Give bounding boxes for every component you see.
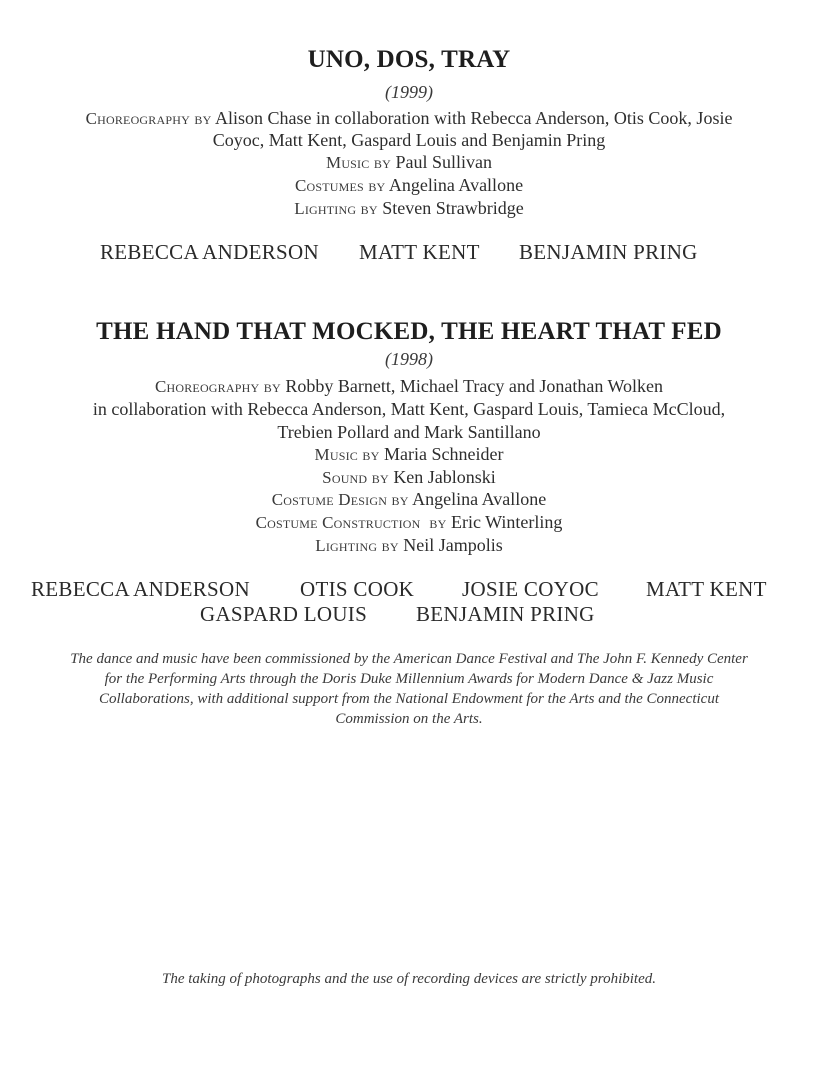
lighting-name: Steven Strawbridge [382,198,524,218]
piece1-lighting-credit [0,197,818,220]
piece1-cast-member: MATT KENT [359,240,480,264]
piece2-cast-member: JOSIE COYOC [462,577,599,601]
music-name: Maria Schneider [384,444,504,464]
piece2-cast-member: GASPARD LOUIS [200,602,368,626]
piece2-music-credit [0,443,818,466]
piece2-choreography-line3: Trebien Pollard and Mark Santillano [277,422,541,442]
piece2-costume-design-credit [0,488,818,511]
piece2-title: THE HAND THAT MOCKED, THE HEART THAT FED [96,318,722,345]
piece2-lighting-credit [0,534,818,557]
commission-note-line3: Collaborations, with additional support from the National Endowment for the Arts and the Connecticut [98,691,719,707]
commission-note-line1: The dance and music have been commissioned by the American Dance Festival and The John F. Kennedy Center [70,651,748,667]
lighting-role-label: Lighting by [294,199,378,218]
costume-design-name: Angelina Avallone [412,489,547,509]
piece2-costume-construction-credit [0,511,818,534]
piece2-year: (1998) [385,349,433,369]
piece2-cast-member: MATT KENT [646,577,767,601]
piece1-cast-member: BENJAMIN PRING [519,240,698,264]
sound-role-label: Sound by [322,468,389,487]
choreography-names: Robby Barnett, Michael Tracy and Jonathan Wolken [285,376,664,396]
costume-construction-role-label: Costume Construction by [255,513,447,532]
piece1-cast-member: REBECCA ANDERSON [100,240,319,264]
lighting-name: Neil Jampolis [403,535,503,555]
piece1-costumes-credit [0,174,818,197]
costumes-role-label: Costumes by [294,176,386,195]
piece1-choreography-line1 [0,107,818,130]
lighting-role-label: Lighting by [315,536,399,555]
costume-construction-name: Eric Winterling [450,512,563,532]
choreography-role-label: Choreography by [85,109,212,128]
commission-note-line2: for the Performing Arts through the Doris Duke Millennium Awards for Modern Dance & Jazz Music [104,671,714,687]
piece1-music-credit [0,151,818,174]
piece1-title: UNO, DOS, TRAY [307,46,511,73]
costume-design-role-label: Costume Design by [271,490,409,509]
choreography-names: Alison Chase in collaboration with Rebecca Anderson, Otis Cook, Josie [215,108,733,128]
music-role-label: Music by [314,445,380,464]
piece1-year: (1999) [385,82,433,102]
piece2-cast-member: BENJAMIN PRING [416,602,595,626]
piece2-choreography-line1 [0,375,818,398]
choreography-role-label: Choreography by [154,377,281,396]
piece2-cast-member: REBECCA ANDERSON [31,577,250,601]
commission-note-line4: Commission on the Arts. [335,711,483,727]
piece2-sound-credit [0,466,818,489]
piece2-cast-member: OTIS COOK [300,577,415,601]
costumes-name: Angelina Avallone [388,175,524,195]
recording-prohibited-note: The taking of photographs and the use of recording devices are strictly prohibited. [162,971,656,987]
music-name: Paul Sullivan [395,152,492,172]
music-role-label: Music by [326,153,391,172]
piece2-choreography-line2: in collaboration with Rebecca Anderson, Matt Kent, Gaspard Louis, Tamieca McCloud, [92,399,726,419]
piece1-choreography-line2: Coyoc, Matt Kent, Gaspard Louis and Benjamin Pring [212,130,606,150]
sound-name: Ken Jablonski [393,467,496,487]
